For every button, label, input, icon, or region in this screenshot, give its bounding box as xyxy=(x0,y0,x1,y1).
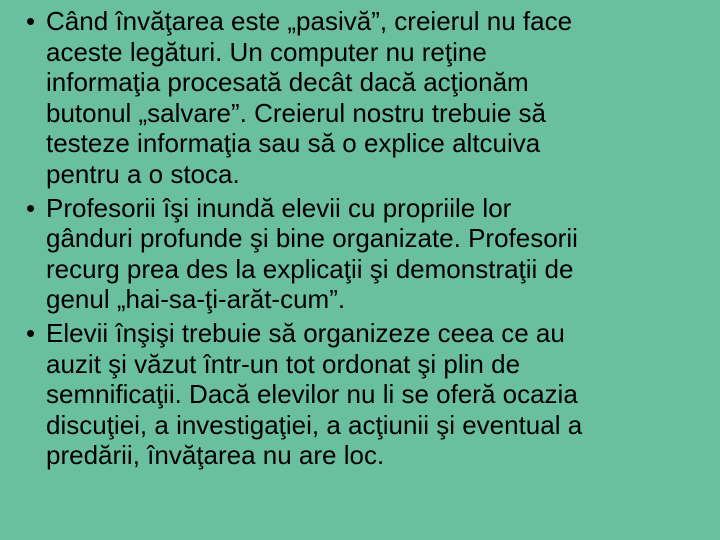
bullet-item-3 xyxy=(22,318,712,471)
bullet-marker: • xyxy=(26,317,36,348)
bullet-item-2 xyxy=(22,193,712,315)
text-line: gânduri profunde şi bine organizate. Profesorii xyxy=(46,223,578,254)
text-line: semnificaţii. Dacă elevilor nu li se oferă ocazia xyxy=(46,379,578,410)
text-line: auzit şi văzut într-un tot ordonat şi plin de xyxy=(46,348,521,379)
bullet-text-3 xyxy=(46,318,712,471)
bullet-list xyxy=(22,6,712,474)
text-line: genul „hai-sa-ţi-arăt-cum”. xyxy=(46,284,346,315)
bullet-item-1 xyxy=(22,6,712,190)
text-line: informaţia procesată decât dacă acţionăm xyxy=(46,67,529,98)
text-line: Elevii înşişi trebuie să organizeze ceea ce au xyxy=(46,317,565,348)
bullet-text-2 xyxy=(46,193,712,315)
bullet-marker: • xyxy=(26,6,36,36)
text-line: predării, învăţarea nu are loc. xyxy=(46,440,385,471)
text-line: discuţiei, a investigaţiei, a acţiunii şi eventual a xyxy=(46,409,583,440)
text-line: Profesorii îşi inundă elevii cu propriile lor xyxy=(46,192,512,223)
text-line: Când învăţarea este „pasivă”, creierul nu face xyxy=(46,6,573,36)
text-line: recurg prea des la explicaţii şi demonstraţii de xyxy=(46,253,574,284)
text-line: pentru a o stoca. xyxy=(46,158,240,189)
text-line: aceste legături. Un computer nu reţine xyxy=(46,36,487,67)
bullet-text-1 xyxy=(46,6,712,190)
text-line: testeze informaţia sau să o explice altcuiva xyxy=(46,128,541,159)
text-line: butonul „salvare”. Creierul nostru trebuie să xyxy=(46,97,547,128)
bullet-marker: • xyxy=(26,192,36,223)
